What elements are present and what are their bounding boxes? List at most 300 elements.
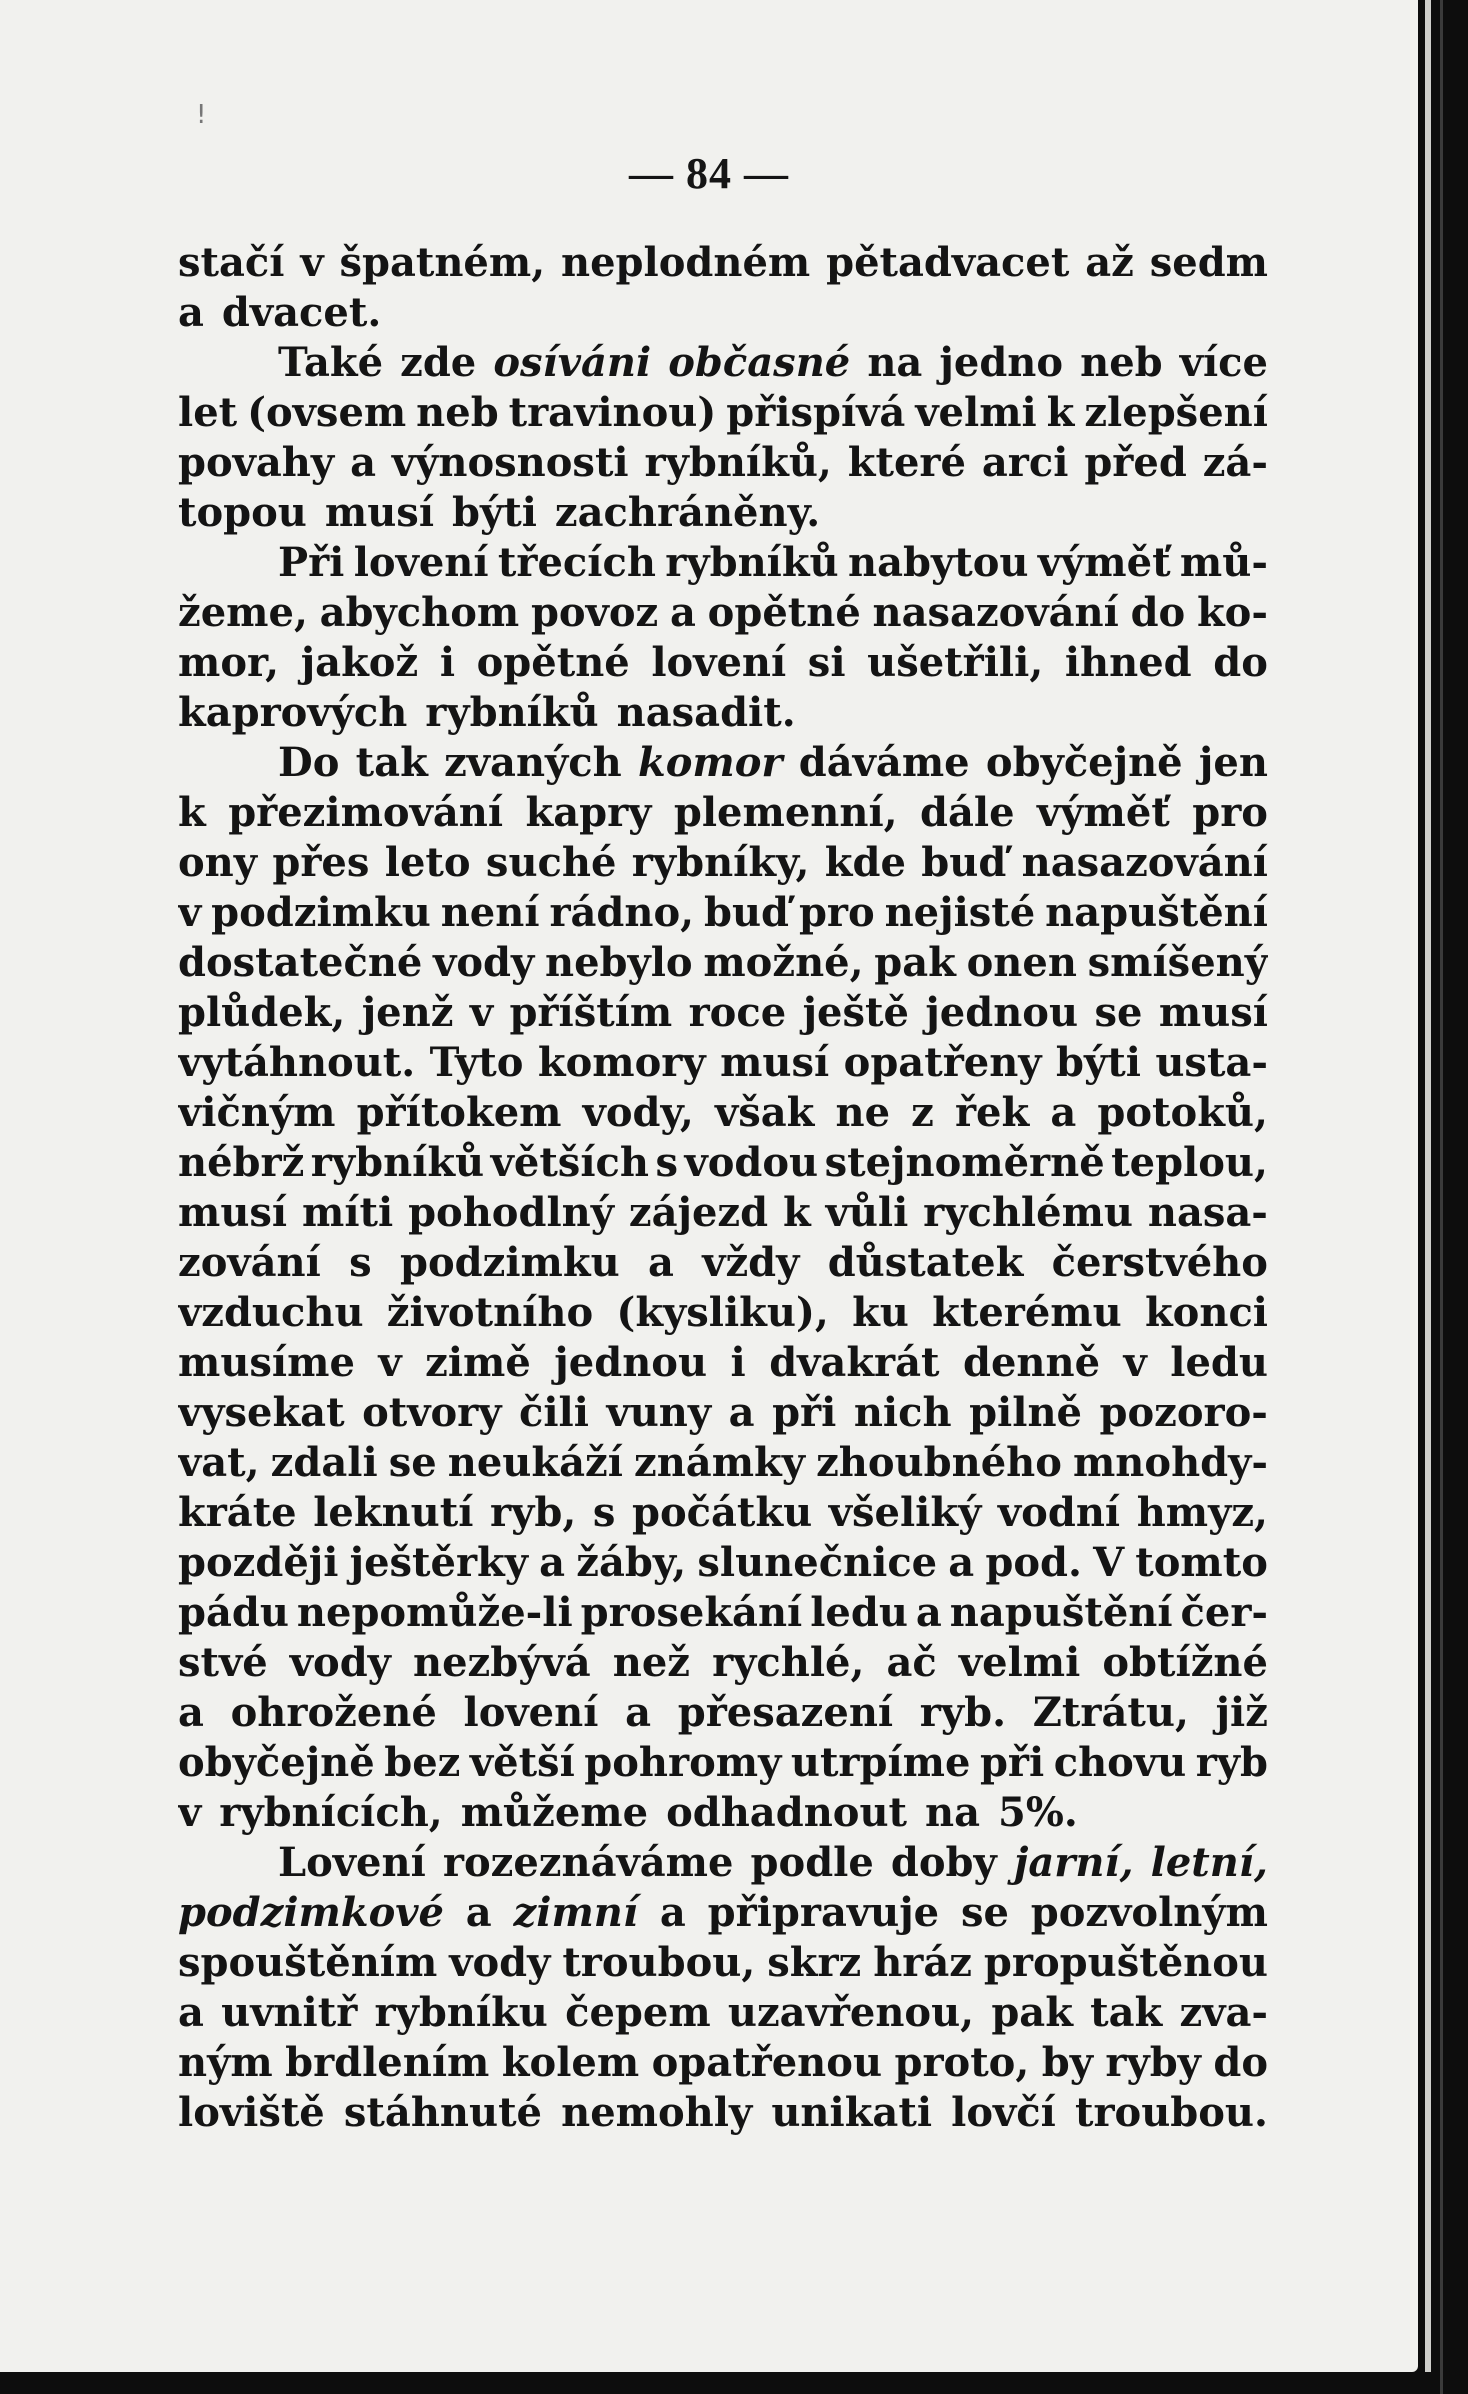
word: tak xyxy=(1090,1989,1163,2036)
word: rychlé, xyxy=(712,1639,865,1686)
word: kráte xyxy=(178,1489,297,1536)
word: vysekat xyxy=(178,1389,345,1436)
word: velmi xyxy=(958,1639,1081,1686)
word: příštím xyxy=(509,989,673,1036)
text-line xyxy=(178,888,1268,938)
word: Do xyxy=(278,739,340,786)
word: opětné xyxy=(476,639,630,686)
word: výnosnosti xyxy=(391,439,629,486)
word: vody xyxy=(433,939,535,986)
word: troubou, xyxy=(562,1939,756,1986)
word: v xyxy=(300,239,324,286)
word: všeliký xyxy=(828,1489,982,1536)
word: rybníků xyxy=(425,689,599,736)
text-line xyxy=(178,1788,1268,1838)
word: čerstvého xyxy=(1051,1239,1268,1286)
word: si xyxy=(807,639,846,686)
word: neb xyxy=(416,389,499,436)
word: pozvolným xyxy=(1030,1889,1268,1936)
stray-mark: ! xyxy=(196,100,207,130)
word: otvory xyxy=(362,1389,502,1436)
word: pozoro- xyxy=(1099,1389,1268,1436)
word: suché xyxy=(485,839,617,886)
word: nasa- xyxy=(1147,1189,1268,1236)
word: obyčejně xyxy=(985,739,1183,786)
word: unikati xyxy=(771,2089,933,2136)
word: buď xyxy=(921,839,1007,886)
text-line xyxy=(178,1888,1268,1938)
word: nebylo xyxy=(544,939,693,986)
word: čepem xyxy=(565,1989,711,2036)
text-line xyxy=(178,1238,1268,1288)
text-line xyxy=(178,388,1268,438)
word: mnohdy- xyxy=(1072,1439,1268,1486)
word: 5%. xyxy=(998,1789,1078,1836)
word: dostatečné xyxy=(178,939,423,986)
word: ledu xyxy=(810,1589,908,1636)
word: pohromy xyxy=(584,1739,782,1786)
word: lovení xyxy=(353,539,489,586)
word: není xyxy=(440,889,540,936)
text-line xyxy=(178,588,1268,638)
word: loviště xyxy=(178,2089,325,2136)
word: již xyxy=(1215,1689,1268,1736)
word: povahy xyxy=(178,439,335,486)
text-line xyxy=(178,1438,1268,1488)
word: arci xyxy=(981,439,1069,486)
word: zá- xyxy=(1202,439,1268,486)
word: povoz xyxy=(530,589,659,636)
word: a xyxy=(178,1989,204,2036)
word: při xyxy=(979,1739,1045,1786)
word: a xyxy=(178,289,204,336)
word: teplou, xyxy=(1111,1139,1268,1186)
word: kapry xyxy=(525,789,652,836)
word: odhadnout xyxy=(666,1789,908,1836)
word: třecích xyxy=(497,539,656,586)
word: nich xyxy=(853,1389,952,1436)
text-line xyxy=(178,1038,1268,1088)
word: letní, xyxy=(1150,1839,1268,1886)
word: napuštění xyxy=(1045,889,1268,936)
word: mor, xyxy=(178,639,280,686)
text-line xyxy=(178,838,1268,888)
word: rychlému xyxy=(923,1189,1133,1236)
word: stačí xyxy=(178,239,285,286)
word: a xyxy=(670,589,696,636)
word: ohrožené xyxy=(230,1689,437,1736)
word: stáhnuté xyxy=(343,2089,542,2136)
word: rybníků xyxy=(665,539,839,586)
word: a xyxy=(915,1589,942,1636)
word: uzavřenou, xyxy=(727,1989,975,2036)
word: musí xyxy=(1158,989,1268,1036)
word: žáby, xyxy=(576,1539,687,1586)
word: ným xyxy=(178,2039,273,2086)
word: plemenní, xyxy=(673,789,898,836)
word: se xyxy=(960,1889,1009,1936)
word: i xyxy=(439,639,456,686)
word: leto xyxy=(384,839,471,886)
word: troubou. xyxy=(1074,2089,1268,2136)
word: špatném, xyxy=(339,239,546,286)
text-line xyxy=(178,488,1268,538)
word: lovení xyxy=(463,1689,599,1736)
word: pádu xyxy=(178,1589,289,1636)
word: ryb, xyxy=(490,1489,577,1536)
word: přítokem xyxy=(356,1089,562,1136)
word: musí xyxy=(178,1189,288,1236)
word: topou xyxy=(178,489,307,536)
word: kolem xyxy=(501,2039,640,2086)
word: vody, xyxy=(582,1089,694,1136)
word: při xyxy=(772,1389,837,1436)
word: zimní xyxy=(513,1889,639,1936)
word: neplodném xyxy=(561,239,811,286)
text-line xyxy=(178,1838,1268,1888)
text-line xyxy=(178,1538,1268,1588)
word: s xyxy=(349,1239,372,1286)
word: nasazování xyxy=(872,589,1119,636)
word: Lovení xyxy=(278,1839,426,1886)
text-line xyxy=(178,1738,1268,1788)
word: komor xyxy=(638,739,783,786)
word: smíšený xyxy=(1087,939,1268,986)
word: ryb xyxy=(1195,1739,1268,1786)
text-line xyxy=(178,2088,1268,2138)
text-line xyxy=(178,338,1268,388)
word: a xyxy=(659,1889,686,1936)
word: pod. xyxy=(985,1539,1082,1586)
word: podzimkové xyxy=(178,1889,444,1936)
word: vičným xyxy=(178,1089,336,1136)
text-line xyxy=(178,1288,1268,1338)
word: důstatek xyxy=(827,1239,1024,1286)
word: Při xyxy=(278,539,345,586)
word: z xyxy=(911,1089,934,1136)
word: v xyxy=(1123,1339,1147,1386)
word: Tyto xyxy=(429,1039,524,1086)
word: čili xyxy=(519,1389,589,1436)
word: abychom xyxy=(319,589,520,636)
word: vůli xyxy=(825,1189,909,1236)
word: řek xyxy=(954,1089,1030,1136)
word: jenž xyxy=(361,989,454,1036)
word: onen xyxy=(966,939,1077,986)
word: na xyxy=(925,1789,981,1836)
word: přezimování xyxy=(228,789,504,836)
word: pak xyxy=(991,1989,1073,2036)
word: větších xyxy=(490,1139,649,1186)
word: žeme, xyxy=(178,589,308,636)
word: sedm xyxy=(1149,239,1268,286)
word: tak xyxy=(355,739,428,786)
word: roce xyxy=(688,989,787,1036)
word: zhoubného xyxy=(816,1439,1062,1486)
word: rybníků, xyxy=(644,439,832,486)
word: do xyxy=(1213,639,1268,686)
word: výměť xyxy=(1037,789,1170,836)
word: vat, xyxy=(178,1439,260,1486)
word: ještě xyxy=(802,989,909,1036)
word: a xyxy=(539,1539,566,1586)
word: pohodlný xyxy=(408,1189,614,1236)
word: jakož xyxy=(300,639,419,686)
word: brdlením xyxy=(285,2039,490,2086)
word: chovu xyxy=(1053,1739,1187,1786)
word: neb xyxy=(1080,339,1163,386)
word: vuny xyxy=(606,1389,712,1436)
word: a xyxy=(948,1539,975,1586)
word: pětadvacet xyxy=(826,239,1070,286)
word: kterému xyxy=(932,1289,1122,1336)
word: osíváni xyxy=(493,339,652,386)
word: neukáží xyxy=(447,1439,623,1486)
word: vody xyxy=(449,1939,551,1986)
text-line xyxy=(178,238,1268,288)
word: v xyxy=(378,1339,402,1386)
text-line xyxy=(178,788,1268,838)
word: utrpíme xyxy=(790,1739,971,1786)
word: V xyxy=(1093,1539,1125,1586)
word: hmyz, xyxy=(1136,1489,1268,1536)
word: jednou xyxy=(554,1339,708,1386)
word: nejisté xyxy=(884,889,1036,936)
word: větší xyxy=(469,1739,575,1786)
word: v xyxy=(469,989,494,1036)
word: zájezd xyxy=(628,1189,769,1236)
word: rádno, xyxy=(549,889,695,936)
word: býti xyxy=(452,489,537,536)
word: buď xyxy=(704,889,790,936)
text-line xyxy=(178,1088,1268,1138)
word: vodní xyxy=(997,1489,1121,1536)
word: známky xyxy=(634,1439,805,1486)
text-line xyxy=(178,1338,1268,1388)
word: pilně xyxy=(969,1389,1082,1436)
word: připravuje xyxy=(707,1889,940,1936)
word: ač xyxy=(886,1639,937,1686)
word: do xyxy=(1130,589,1186,636)
text-line xyxy=(178,988,1268,1038)
text-line xyxy=(178,2038,1268,2088)
word: rybníku xyxy=(374,1989,548,2036)
word: ku xyxy=(852,1289,909,1336)
word: před xyxy=(1084,439,1187,486)
word: můžeme xyxy=(460,1789,649,1836)
word: více xyxy=(1179,339,1268,386)
word: přes xyxy=(272,839,370,886)
word: a xyxy=(350,439,376,486)
word: prosekání xyxy=(580,1589,803,1636)
text-line xyxy=(178,1388,1268,1438)
word: nasazování xyxy=(1021,839,1268,886)
word: velmi xyxy=(915,389,1037,436)
word: s xyxy=(592,1489,616,1536)
word: (kysliku), xyxy=(616,1289,829,1336)
word: zva- xyxy=(1179,1989,1268,2036)
word: občasné xyxy=(668,339,851,386)
word: dáváme xyxy=(798,739,970,786)
word: a xyxy=(728,1389,755,1436)
word: vždy xyxy=(702,1239,800,1286)
word: komory xyxy=(537,1039,706,1086)
text-line xyxy=(178,1638,1268,1688)
word: opětné xyxy=(707,589,861,636)
word: které xyxy=(847,439,966,486)
word: kde xyxy=(824,839,906,886)
text-line xyxy=(178,938,1268,988)
word: pro xyxy=(798,889,875,936)
word: propuštěnou xyxy=(983,1939,1268,1986)
word: opatřeny xyxy=(843,1039,1042,1086)
page-edge xyxy=(1425,0,1431,2372)
word: nébrž xyxy=(178,1139,305,1186)
word: čer- xyxy=(1180,1589,1268,1636)
word: zdali xyxy=(270,1439,378,1486)
word: s xyxy=(655,1139,678,1186)
word: vody xyxy=(289,1639,391,1686)
word: proto, xyxy=(894,2039,1030,2086)
word: musí xyxy=(720,1039,830,1086)
word: k xyxy=(178,789,206,836)
word: pro xyxy=(1192,789,1268,836)
text-line xyxy=(178,1138,1268,1188)
word: a xyxy=(465,1889,492,1936)
word: uvnitř xyxy=(221,1989,358,2036)
text-line xyxy=(178,738,1268,788)
word: nepomůže-li xyxy=(296,1589,573,1636)
word: Také xyxy=(278,339,384,386)
word: a xyxy=(178,1689,204,1736)
page-number: — 84 — xyxy=(629,149,789,198)
word: zování xyxy=(178,1239,321,1286)
word: rozeznáváme xyxy=(442,1839,734,1886)
word: hráz xyxy=(873,1939,972,1986)
word: později xyxy=(178,1539,339,1586)
word: rybníků xyxy=(310,1139,485,1186)
word: potoků, xyxy=(1097,1089,1268,1136)
word: k xyxy=(1046,389,1075,436)
word: než xyxy=(612,1639,690,1686)
word: musí xyxy=(324,489,435,536)
word: míti xyxy=(302,1189,394,1236)
text-line xyxy=(178,438,1268,488)
word: skrz xyxy=(767,1939,862,1986)
text-line xyxy=(178,538,1268,588)
word: i xyxy=(730,1339,746,1386)
word: Ztrátu, xyxy=(1032,1689,1189,1736)
word: podzimku xyxy=(211,889,431,936)
text-line xyxy=(178,1488,1268,1538)
word: ihned xyxy=(1064,639,1192,686)
word: doby xyxy=(890,1839,997,1886)
text-line xyxy=(178,1988,1268,2038)
page-edge-shadow xyxy=(1440,0,1443,2394)
word: možné, xyxy=(703,939,864,986)
word: dále xyxy=(920,789,1015,836)
word: opatřenou xyxy=(651,2039,883,2086)
word: rybnících, xyxy=(219,1789,443,1836)
word: jarní, xyxy=(1013,1839,1134,1886)
word: spouštěním xyxy=(178,1939,438,1986)
word: ušetřili, xyxy=(867,639,1044,686)
word: tomto xyxy=(1135,1539,1268,1586)
word: pak xyxy=(874,939,956,986)
text-line xyxy=(178,1938,1268,1988)
word: bez xyxy=(384,1739,461,1786)
word: vodou xyxy=(684,1139,819,1186)
word: travinou) xyxy=(508,389,717,436)
word: se xyxy=(388,1439,437,1486)
word: zlepšení xyxy=(1084,389,1268,436)
word: v xyxy=(178,1789,202,1836)
word: životního xyxy=(386,1289,594,1336)
word: až xyxy=(1085,239,1134,286)
word: (ovsem xyxy=(247,389,407,436)
word: se xyxy=(1094,989,1143,1036)
word: nabytou xyxy=(848,539,1029,586)
word: na xyxy=(867,339,923,386)
word: nezbývá xyxy=(413,1639,591,1686)
word: ko- xyxy=(1196,589,1268,636)
word: slunečnice xyxy=(697,1539,938,1586)
word: usta- xyxy=(1155,1039,1268,1086)
text-line xyxy=(178,1188,1268,1238)
word: ještěrky xyxy=(349,1539,529,1586)
word: lovení xyxy=(651,639,787,686)
word: by xyxy=(1041,2039,1093,2086)
word: a xyxy=(1050,1089,1077,1136)
word: přesazení xyxy=(677,1689,894,1736)
word: nasadit. xyxy=(616,689,796,736)
word: stvé xyxy=(178,1639,268,1686)
word: dvacet. xyxy=(221,289,382,336)
word: jedno xyxy=(939,339,1064,386)
word: vytáhnout. xyxy=(178,1039,416,1086)
word: ony xyxy=(178,839,258,886)
word: let xyxy=(178,389,238,436)
word: stejnoměrně xyxy=(824,1139,1105,1186)
word: výměť xyxy=(1037,539,1171,586)
word: musíme xyxy=(178,1339,355,1386)
word: leknutí xyxy=(313,1489,474,1536)
word: napuštění xyxy=(949,1589,1173,1636)
word: ryb. xyxy=(919,1689,1007,1736)
text-line xyxy=(178,688,1268,738)
word: plůdek, xyxy=(178,989,346,1036)
word: kaprových xyxy=(178,689,408,736)
word: rybníky, xyxy=(631,839,810,886)
word: obyčejně xyxy=(178,1739,375,1786)
word: zde xyxy=(400,339,477,386)
text-line xyxy=(178,638,1268,688)
word: však xyxy=(714,1089,815,1136)
word: zachráněny. xyxy=(554,489,821,536)
word: zimě xyxy=(425,1339,531,1386)
word: do xyxy=(1213,2039,1268,2086)
word: nemohly xyxy=(561,2089,753,2136)
word: konci xyxy=(1144,1289,1268,1336)
word: lovčí xyxy=(951,2089,1056,2136)
word: zvaných xyxy=(444,739,622,786)
word: k xyxy=(782,1189,811,1236)
word: mů- xyxy=(1179,539,1268,586)
word: a xyxy=(625,1689,652,1736)
word: ryby xyxy=(1105,2039,1201,2086)
word: denně xyxy=(963,1339,1101,1386)
text-line xyxy=(178,1688,1268,1738)
